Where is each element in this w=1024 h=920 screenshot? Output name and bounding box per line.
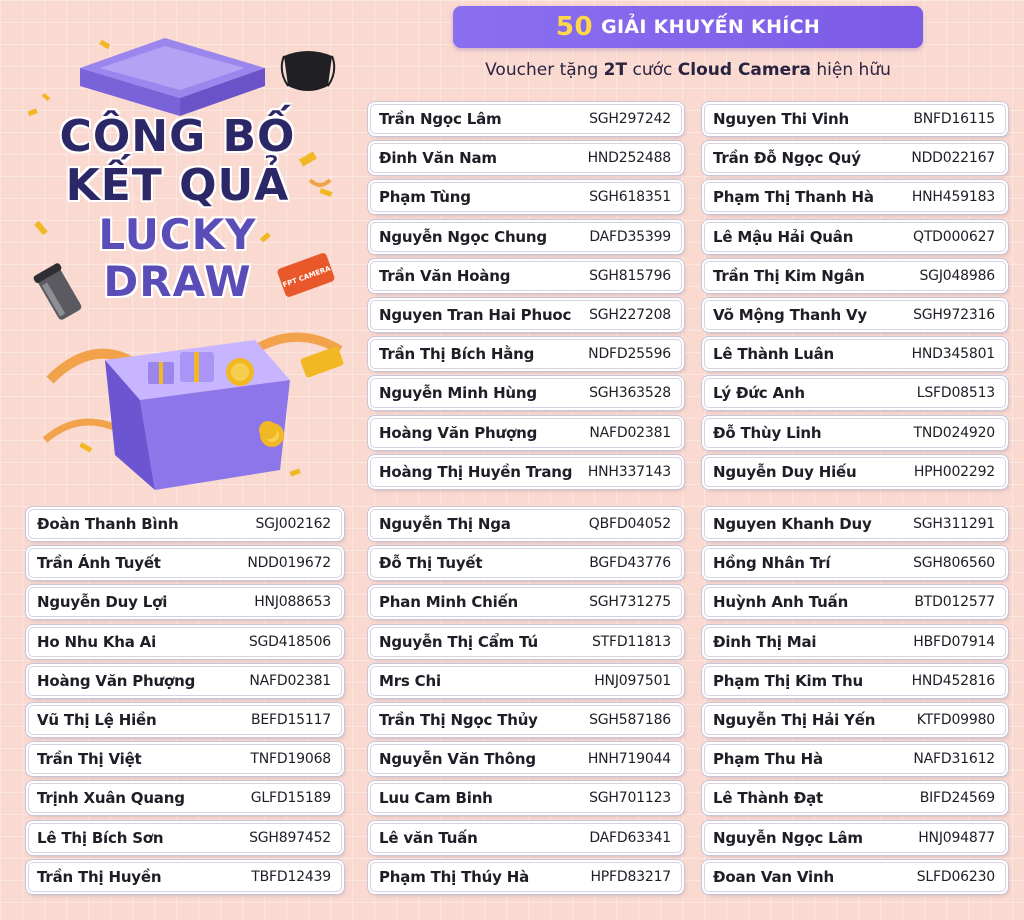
prize-label: GIẢI KHUYẾN KHÍCH — [601, 16, 821, 38]
confetti-decoration — [0, 0, 360, 520]
winner-code: BIFD24569 — [919, 790, 995, 806]
winner-card — [370, 744, 682, 774]
promo-title-line3: LUCKY — [98, 209, 257, 259]
winner-card — [28, 627, 342, 657]
winner-name: Nguyễn Ngọc Lâm — [713, 829, 863, 847]
prize-subtitle — [453, 60, 923, 80]
winner-card — [704, 783, 1006, 813]
winner-name: Trần Thị Việt — [37, 750, 142, 768]
winner-name: Lê văn Tuấn — [379, 829, 478, 847]
winner-card — [704, 587, 1006, 617]
winner-code: LSFD08513 — [916, 385, 995, 401]
winner-card — [704, 666, 1006, 696]
winner-card — [704, 705, 1006, 735]
winner-card — [28, 509, 342, 539]
winner-name: Lê Mậu Hải Quân — [713, 228, 854, 246]
winner-code: SLFD06230 — [916, 869, 995, 885]
winner-code: SGH363528 — [589, 385, 671, 401]
winner-card — [28, 823, 342, 853]
winner-name: Phạm Tùng — [379, 188, 471, 206]
winner-name: Đinh Thị Mai — [713, 633, 817, 651]
winner-code: HNH459183 — [911, 189, 995, 205]
winner-code: SGH587186 — [589, 712, 671, 728]
winner-name: Đỗ Thùy Linh — [713, 424, 822, 442]
prize-banner — [453, 6, 923, 48]
winner-name: Phạm Thị Kim Thu — [713, 672, 863, 690]
winner-code: SGH972316 — [913, 307, 995, 323]
winner-name: Trần Thị Bích Hằng — [379, 345, 535, 363]
winner-name: Đoàn Thanh Bình — [37, 515, 179, 533]
winner-code: BEFD15117 — [250, 712, 331, 728]
winner-code: SGH806560 — [913, 555, 995, 571]
winner-code: NDFD25596 — [588, 346, 671, 362]
winner-name: Phan Minh Chiến — [379, 593, 519, 611]
winner-card — [370, 222, 682, 252]
winner-card — [704, 261, 1006, 291]
winner-name: Đinh Văn Nam — [379, 149, 497, 167]
winner-code: HNH719044 — [587, 751, 671, 767]
winner-name: Trần Ánh Tuyết — [37, 554, 161, 572]
winner-card — [28, 744, 342, 774]
winner-name: Trần Thị Kim Ngân — [713, 267, 865, 285]
winner-card — [370, 862, 682, 892]
winner-name: Đoan Van Vinh — [713, 868, 834, 886]
winner-card — [370, 587, 682, 617]
winner-name: Lê Thành Luân — [713, 345, 835, 363]
winner-code: KTFD09980 — [916, 712, 995, 728]
winner-name: Nguyễn Văn Thông — [379, 750, 536, 768]
winner-name: Lê Thị Bích Sơn — [37, 829, 164, 847]
winner-code: HND345801 — [911, 346, 995, 362]
winner-code: NDD022167 — [911, 150, 995, 166]
winner-code: BNFD16115 — [913, 111, 995, 127]
winner-code: STFD11813 — [591, 634, 671, 650]
winner-name: Vũ Thị Lệ Hiền — [37, 711, 157, 729]
winner-code: DAFD35399 — [589, 229, 671, 245]
winner-name: Nguyễn Thị Cẩm Tú — [379, 633, 538, 651]
winner-card — [370, 666, 682, 696]
prize-count: 50 — [555, 12, 594, 42]
winner-code: HND252488 — [587, 150, 671, 166]
winner-card — [370, 783, 682, 813]
winner-name: Trần Ngọc Lâm — [379, 110, 502, 128]
winner-card — [28, 862, 342, 892]
winner-card — [704, 143, 1006, 173]
winner-code: SGH227208 — [589, 307, 671, 323]
winner-code: BGFD43776 — [589, 555, 671, 571]
winner-card — [704, 744, 1006, 774]
winner-code: HNJ094877 — [918, 830, 995, 846]
winner-code: SGJ002162 — [255, 516, 331, 532]
promo-title-line4: DRAW — [103, 256, 252, 306]
subtitle-duration: 2T — [603, 60, 628, 80]
subtitle-text: cước — [627, 60, 678, 80]
subtitle-text: hiện hữu — [811, 60, 891, 80]
winner-code: BTD012577 — [914, 594, 995, 610]
winner-name: Nguyễn Duy Hiếu — [713, 463, 857, 481]
winner-code: SGJ048986 — [919, 268, 995, 284]
winner-card — [28, 783, 342, 813]
winner-card — [370, 378, 682, 408]
winner-name: Nguyen Tran Hai Phuoc — [379, 306, 572, 324]
winner-code: NAFD02381 — [249, 673, 331, 689]
winner-name: Trịnh Xuân Quang — [37, 789, 185, 807]
winner-name: Nguyễn Duy Lợi — [37, 593, 168, 611]
camera-card-label: FPT CAMERA — [281, 264, 332, 290]
winner-name: Nguyễn Ngọc Chung — [379, 228, 547, 246]
winner-code: SGH897452 — [249, 830, 331, 846]
winner-card — [370, 627, 682, 657]
winner-card — [704, 627, 1006, 657]
winner-name: Hoàng Thị Huyền Trang — [379, 463, 573, 481]
winner-card — [704, 222, 1006, 252]
winner-card — [370, 261, 682, 291]
winner-name: Hoàng Văn Phượng — [379, 424, 538, 442]
winner-name: Trần Thị Huyền — [37, 868, 162, 886]
winner-code: QBFD04052 — [588, 516, 671, 532]
winner-name: Đỗ Thị Tuyết — [379, 554, 483, 572]
winner-name: Nguyen Thi Vinh — [713, 110, 849, 128]
winner-card — [28, 666, 342, 696]
winner-code: SGH311291 — [913, 516, 995, 532]
winner-card — [370, 418, 682, 448]
winner-card — [28, 705, 342, 735]
winner-code: NAFD02381 — [589, 425, 671, 441]
winner-card — [370, 548, 682, 578]
winner-name: Phạm Thị Thúy Hà — [379, 868, 529, 886]
winner-code: SGH618351 — [589, 189, 671, 205]
winner-card — [704, 378, 1006, 408]
winner-card — [370, 457, 682, 487]
promo-title-line2: KẾT QUẢ — [65, 160, 290, 212]
winner-name: Nguyễn Thị Nga — [379, 515, 511, 533]
winner-name: Hoàng Văn Phượng — [37, 672, 196, 690]
winner-name: Trần Thị Ngọc Thủy — [379, 711, 538, 729]
winner-code: HNJ088653 — [254, 594, 331, 610]
winner-name: Trần Đỗ Ngọc Quý — [713, 149, 861, 167]
winner-card — [704, 509, 1006, 539]
winner-code: HPFD83217 — [590, 869, 671, 885]
winner-name: Phạm Thu Hà — [713, 750, 823, 768]
winner-card — [370, 143, 682, 173]
winner-code: TNFD19068 — [250, 751, 331, 767]
winner-card — [28, 587, 342, 617]
winner-name: Phạm Thị Thanh Hà — [713, 188, 874, 206]
winner-name: Lý Đức Anh — [713, 384, 805, 402]
winner-name: Luu Cam Binh — [379, 789, 493, 807]
winner-code: GLFD15189 — [250, 790, 331, 806]
winner-card — [704, 339, 1006, 369]
winner-name: Lê Thành Đạt — [713, 789, 824, 807]
winner-code: SGD418506 — [248, 634, 331, 650]
winner-card — [28, 548, 342, 578]
winner-card — [370, 300, 682, 330]
winner-name: Ho Nhu Kha Ai — [37, 633, 157, 651]
winner-card — [704, 418, 1006, 448]
winner-code: HNH337143 — [587, 464, 671, 480]
winner-card — [704, 862, 1006, 892]
winner-card — [370, 705, 682, 735]
winner-card — [704, 823, 1006, 853]
winner-card — [370, 104, 682, 134]
winner-code: QTD000627 — [913, 229, 995, 245]
winner-code: HPH002292 — [913, 464, 995, 480]
winner-code: TND024920 — [913, 425, 995, 441]
winner-card — [370, 823, 682, 853]
winner-name: Võ Mộng Thanh Vy — [713, 306, 867, 324]
winner-card — [704, 548, 1006, 578]
winner-code: HND452816 — [911, 673, 995, 689]
winner-code: HBFD07914 — [913, 634, 995, 650]
winner-code: NDD019672 — [247, 555, 331, 571]
subtitle-text: Voucher tặng — [485, 60, 604, 80]
winner-card — [704, 300, 1006, 330]
winner-card — [704, 182, 1006, 212]
winner-name: Trần Văn Hoàng — [379, 267, 511, 285]
winner-name: Mrs Chi — [379, 672, 441, 690]
winner-code: SGH815796 — [589, 268, 671, 284]
winner-card — [370, 182, 682, 212]
winner-name: Nguyễn Thị Hải Yến — [713, 711, 876, 729]
winner-code: SGH297242 — [589, 111, 671, 127]
winner-card — [704, 457, 1006, 487]
winner-code: TBFD12439 — [251, 869, 331, 885]
promo-title-line1: CÔNG BỐ — [59, 111, 296, 162]
winner-code: HNJ097501 — [594, 673, 671, 689]
winner-card — [704, 104, 1006, 134]
winner-name: Nguyen Khanh Duy — [713, 515, 872, 533]
winner-card — [370, 339, 682, 369]
winner-code: SGH701123 — [589, 790, 671, 806]
subtitle-product: Cloud Camera — [677, 60, 811, 80]
winner-code: NAFD31612 — [913, 751, 995, 767]
winner-name: Nguyễn Minh Hùng — [379, 384, 537, 402]
winner-code: SGH731275 — [589, 594, 671, 610]
winner-name: Huỳnh Anh Tuấn — [713, 593, 849, 611]
winner-name: Hồng Nhân Trí — [713, 554, 831, 572]
winner-code: DAFD63341 — [589, 830, 671, 846]
winner-card — [370, 509, 682, 539]
